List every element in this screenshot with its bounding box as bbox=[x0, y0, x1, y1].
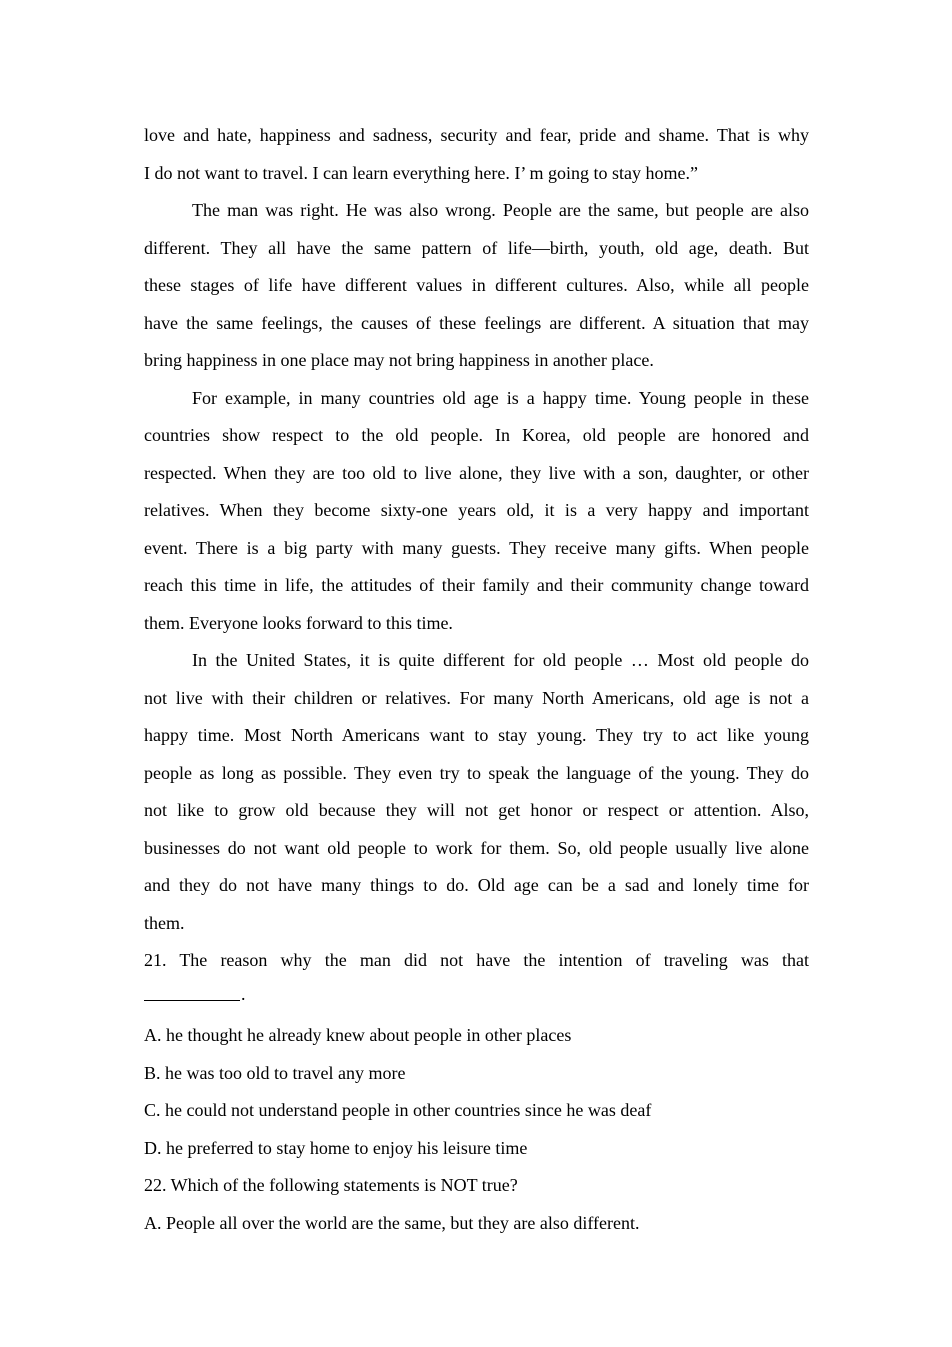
paragraph bbox=[144, 117, 809, 192]
text-line: people as long as possible. They even try to speak the language of the young. They do bbox=[144, 762, 809, 783]
option-a: A. he thought he already knew about people in other places bbox=[144, 1025, 572, 1045]
text-line: different. They all have the same pattern of life—birth, youth, old age, death. But bbox=[144, 237, 809, 258]
option-d: D. he preferred to stay home to enjoy his leisure time bbox=[144, 1137, 528, 1158]
text-line: not like to grow old because they will not get honor or respect or attention. Also, bbox=[144, 800, 809, 820]
option-c: C. he could not understand people in other countries since he was deaf bbox=[144, 1100, 652, 1120]
text-line: and they do not have many things to do. Old age can be a sad and lonely time for bbox=[144, 875, 809, 895]
text-line: not live with their children or relatives. For many North Americans, old age is not a bbox=[144, 687, 809, 708]
option-b: B. he was too old to travel any more bbox=[144, 1062, 406, 1083]
question-22 bbox=[144, 1167, 809, 1242]
option-a: A. People all over the world are the same, but they are also different. bbox=[144, 1212, 640, 1233]
text-line: happy time. Most North Americans want to stay young. They try to act like young bbox=[144, 725, 809, 745]
text-line: respected. When they are too old to live alone, they live with a son, daughter, or other bbox=[144, 462, 809, 483]
text-line: countries show respect to the old people. In Korea, old people are honored and bbox=[144, 425, 809, 445]
text-line: businesses do not want old people to work for them. So, old people usually live alone bbox=[144, 837, 809, 858]
text-line: In the United States, it is quite different for old people … Most old people do bbox=[192, 650, 809, 670]
text-line: relatives. When they become sixty-one years old, it is a very happy and important bbox=[144, 500, 809, 520]
text-line: them. bbox=[144, 912, 185, 933]
question-stem: 21. The reason why the man did not have the intention of traveling was that bbox=[144, 950, 809, 970]
question-21 bbox=[144, 942, 809, 1167]
answer-blank-line bbox=[144, 980, 809, 1018]
paragraph bbox=[144, 642, 809, 942]
text-line: bring happiness in one place may not bring happiness in another place. bbox=[144, 350, 654, 370]
text-line: these stages of life have different values in different cultures. Also, while all people bbox=[144, 275, 809, 295]
document-page bbox=[144, 117, 809, 1242]
question-stem: 22. Which of the following statements is NOT true? bbox=[144, 1175, 518, 1195]
blank-period: . bbox=[241, 983, 246, 1004]
text-line: have the same feelings, the causes of these feelings are different. A situation that may bbox=[144, 312, 809, 333]
text-line: reach this time in life, the attitudes of their family and their community change toward bbox=[144, 575, 809, 595]
text-line: For example, in many countries old age is a happy time. Young people in these bbox=[192, 387, 809, 408]
text-line: event. There is a big party with many guests. They receive many gifts. When people bbox=[144, 537, 809, 558]
text-line: I do not want to travel. I can learn everything here. I’ m going to stay home.” bbox=[144, 162, 698, 183]
text-line: them. Everyone looks forward to this time. bbox=[144, 612, 453, 633]
paragraph bbox=[144, 380, 809, 643]
paragraph bbox=[144, 192, 809, 380]
text-line: love and hate, happiness and sadness, security and fear, pride and shame. That is why bbox=[144, 125, 809, 145]
answer-blank bbox=[144, 1000, 240, 1001]
text-line: The man was right. He was also wrong. People are the same, but people are also bbox=[192, 200, 809, 220]
